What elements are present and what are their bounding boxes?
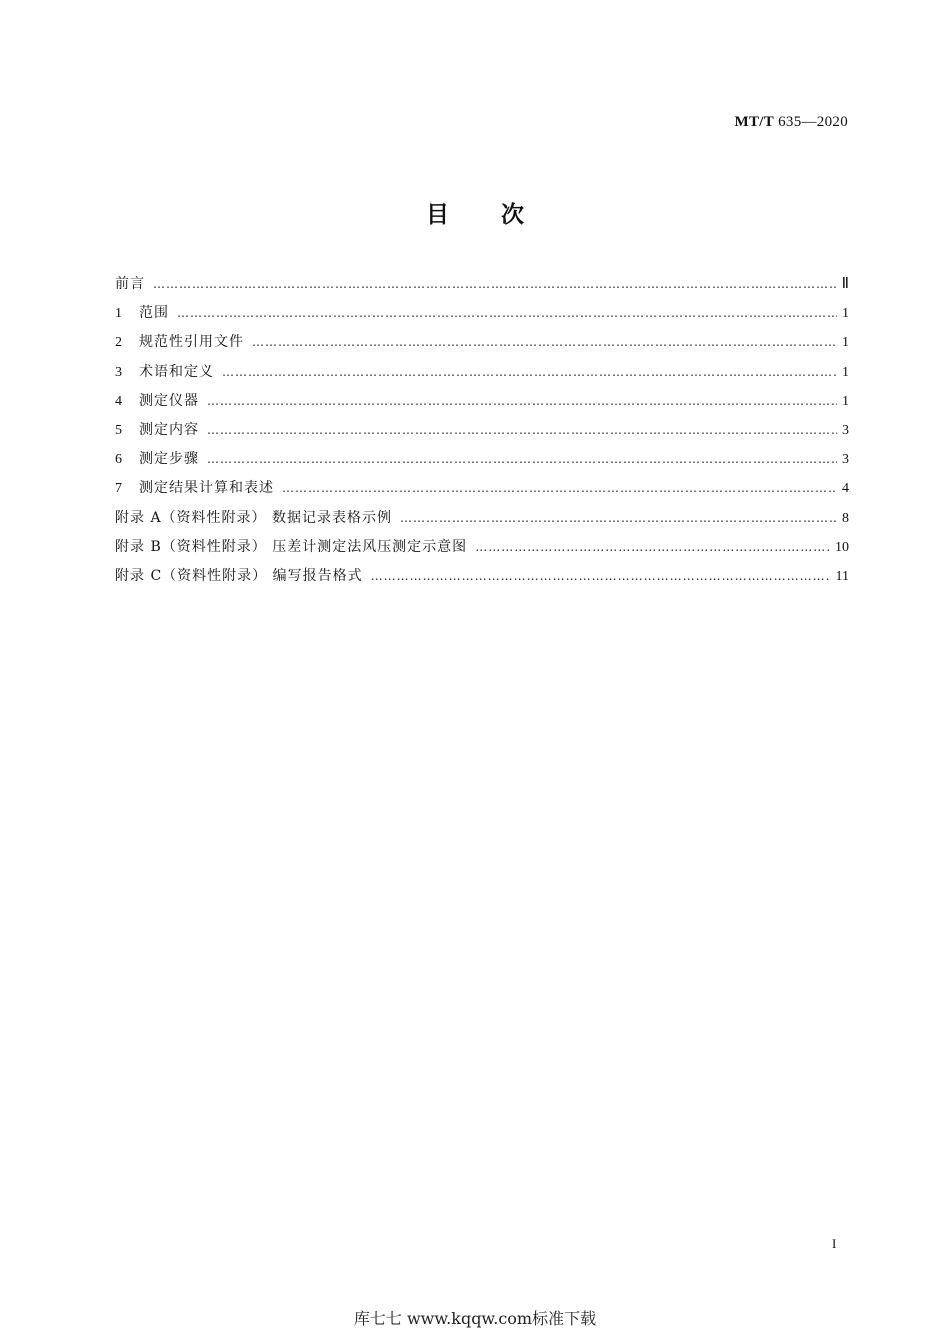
toc-leader bbox=[252, 335, 837, 349]
toc-page-number: 8 bbox=[842, 510, 849, 526]
toc-entry-1[interactable] bbox=[115, 302, 849, 331]
toc-section-number: 5 bbox=[115, 422, 122, 438]
toc-section-number: 6 bbox=[115, 452, 122, 468]
toc-entry-appendix-b[interactable] bbox=[115, 536, 849, 565]
standard-code-prefix: MT/T bbox=[734, 114, 775, 130]
toc-page-number: 1 bbox=[842, 393, 849, 409]
toc-page-number: 4 bbox=[842, 481, 849, 497]
toc-page-number: 10 bbox=[835, 539, 849, 555]
toc-label: 测定步骤 bbox=[139, 451, 199, 468]
toc-leader bbox=[400, 511, 837, 525]
toc-section-number: 1 bbox=[115, 306, 122, 322]
toc-leader bbox=[207, 423, 837, 437]
toc-leader bbox=[177, 306, 837, 320]
toc-label: 范围 bbox=[139, 305, 169, 322]
toc-entry-6[interactable] bbox=[115, 448, 849, 477]
toc-leader bbox=[222, 365, 837, 379]
toc-label: 附录 B（资料性附录） 压差计测定法风压测定示意图 bbox=[115, 538, 468, 555]
toc-entry-3[interactable] bbox=[115, 361, 849, 390]
toc-leader bbox=[207, 452, 837, 466]
toc-label: 附录 A（资料性附录） 数据记录表格示例 bbox=[115, 509, 393, 526]
toc-section-number: 2 bbox=[115, 335, 122, 351]
toc-section-number: 7 bbox=[115, 481, 122, 497]
toc-label: 测定仪器 bbox=[139, 392, 199, 409]
toc-label: 术语和定义 bbox=[139, 363, 214, 380]
toc-page-number: Ⅱ bbox=[841, 276, 849, 292]
toc-entry-foreword[interactable] bbox=[115, 273, 849, 302]
toc-entry-appendix-a[interactable] bbox=[115, 507, 849, 536]
toc-page-number: 1 bbox=[842, 306, 849, 322]
toc-entry-7[interactable] bbox=[115, 477, 849, 506]
toc-leader bbox=[207, 394, 837, 408]
toc-label: 测定内容 bbox=[139, 421, 199, 438]
toc-section-number: 3 bbox=[115, 364, 122, 380]
toc-label: 规范性引用文件 bbox=[139, 334, 244, 351]
toc-leader bbox=[153, 277, 837, 291]
toc-leader bbox=[371, 569, 831, 583]
toc-entry-appendix-c[interactable] bbox=[115, 565, 849, 594]
toc-page-number: 11 bbox=[835, 568, 849, 584]
standard-code-number: 635—2020 bbox=[778, 114, 848, 130]
toc-entry-2[interactable] bbox=[115, 331, 849, 360]
toc-label: 测定结果计算和表述 bbox=[139, 480, 274, 497]
toc-section-number: 4 bbox=[115, 393, 122, 409]
toc-entry-4[interactable] bbox=[115, 390, 849, 419]
toc-page-number: 3 bbox=[842, 422, 849, 438]
toc-page-number: 3 bbox=[842, 452, 849, 468]
page-number: I bbox=[832, 1236, 837, 1251]
toc-page-number: 1 bbox=[842, 364, 849, 380]
toc-leader bbox=[475, 540, 830, 554]
standard-code bbox=[734, 114, 848, 131]
page-title: 目次 bbox=[426, 202, 576, 228]
toc-label: 前言 bbox=[115, 276, 145, 292]
toc-leader bbox=[282, 481, 837, 495]
toc-label: 附录 C（资料性附录） 编写报告格式 bbox=[115, 567, 363, 584]
table-of-contents bbox=[115, 273, 849, 594]
watermark-text: 库七七 www.kqqw.com标准下载 bbox=[353, 1309, 597, 1328]
toc-entry-5[interactable] bbox=[115, 419, 849, 448]
toc-page-number: 1 bbox=[842, 335, 849, 351]
